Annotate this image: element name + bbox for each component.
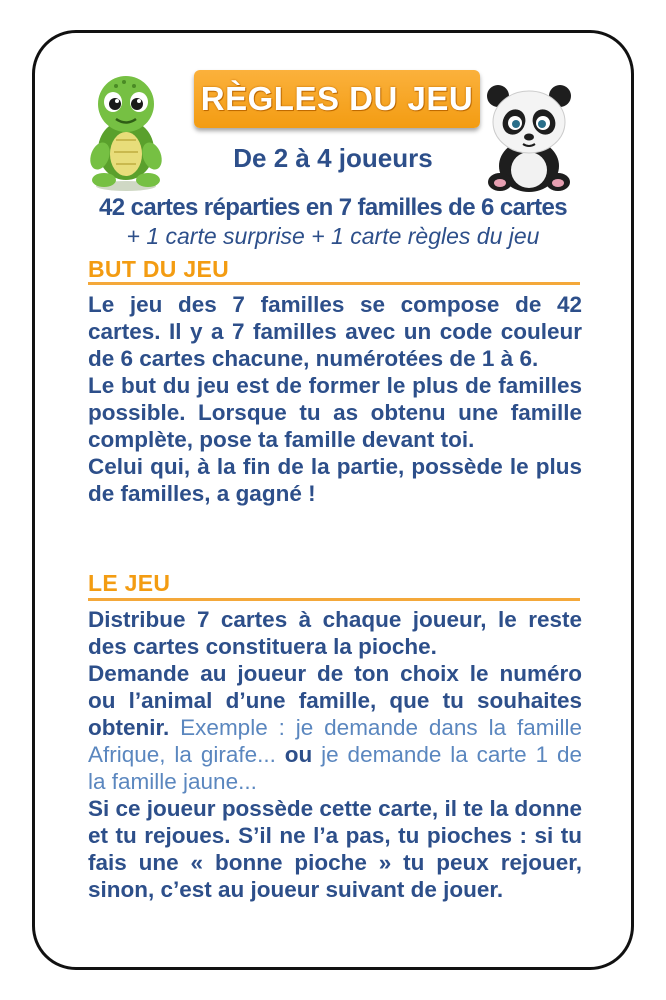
page-title: RÈGLES DU JEU [200,80,474,117]
section-heading-but: BUT DU JEU [88,256,230,282]
jeu-text [88,606,582,903]
cards-extra: + 1 carte surprise + 1 carte règles du jeu [126,223,540,249]
title-banner [194,70,480,128]
section-divider [88,282,580,285]
example-text-1: Exemple : je demande dans la famille Afrique, la girafe... [88,715,582,767]
jeu-paragraph-2-start: Demande au joueur de ton choix le numéro ou l’animal d’une famille, que tu souhaites obtenir. [88,661,582,740]
players-count: De 2 à 4 joueurs [233,143,433,173]
jeu-paragraph-3: Si ce joueur possède cette carte, il te la donne et tu rejoues. S’il ne l’a pas, tu pioches : si tu fais une « bonne pioche » tu peux rejouer, sinon, c’est au joueur suivant de jouer. [88,796,582,902]
or-word: ou [284,742,313,767]
example-text-2: je demande la carte 1 de la famille jaune... [88,742,582,794]
panda-mascot-icon [480,82,578,194]
but-paragraph-2: Le but du jeu est de former le plus de familles possible. Lorsque tu as obtenu une famille complète, pose ta famille devant toi. [88,373,582,452]
jeu-paragraph-1: Distribue 7 cartes à chaque joueur, le reste des cartes constituera la pioche. [88,607,582,659]
but-paragraph-1: Le jeu des 7 familles se compose de 42 cartes. Il y a 7 familles avec un code couleur de 6 cartes chacune, numérotées de 1 à 6. [88,292,582,371]
section-heading-jeu: LE JEU [88,570,171,596]
section-divider [88,598,580,601]
but-text [88,291,582,507]
turtle-mascot-icon [86,74,166,192]
cards-composition: 42 cartes réparties en 7 familles de 6 cartes [99,194,567,221]
but-paragraph-3: Celui qui, à la fin de la partie, possède le plus de familles, a gagné ! [88,454,582,506]
jeu-paragraph-2 [88,660,582,795]
